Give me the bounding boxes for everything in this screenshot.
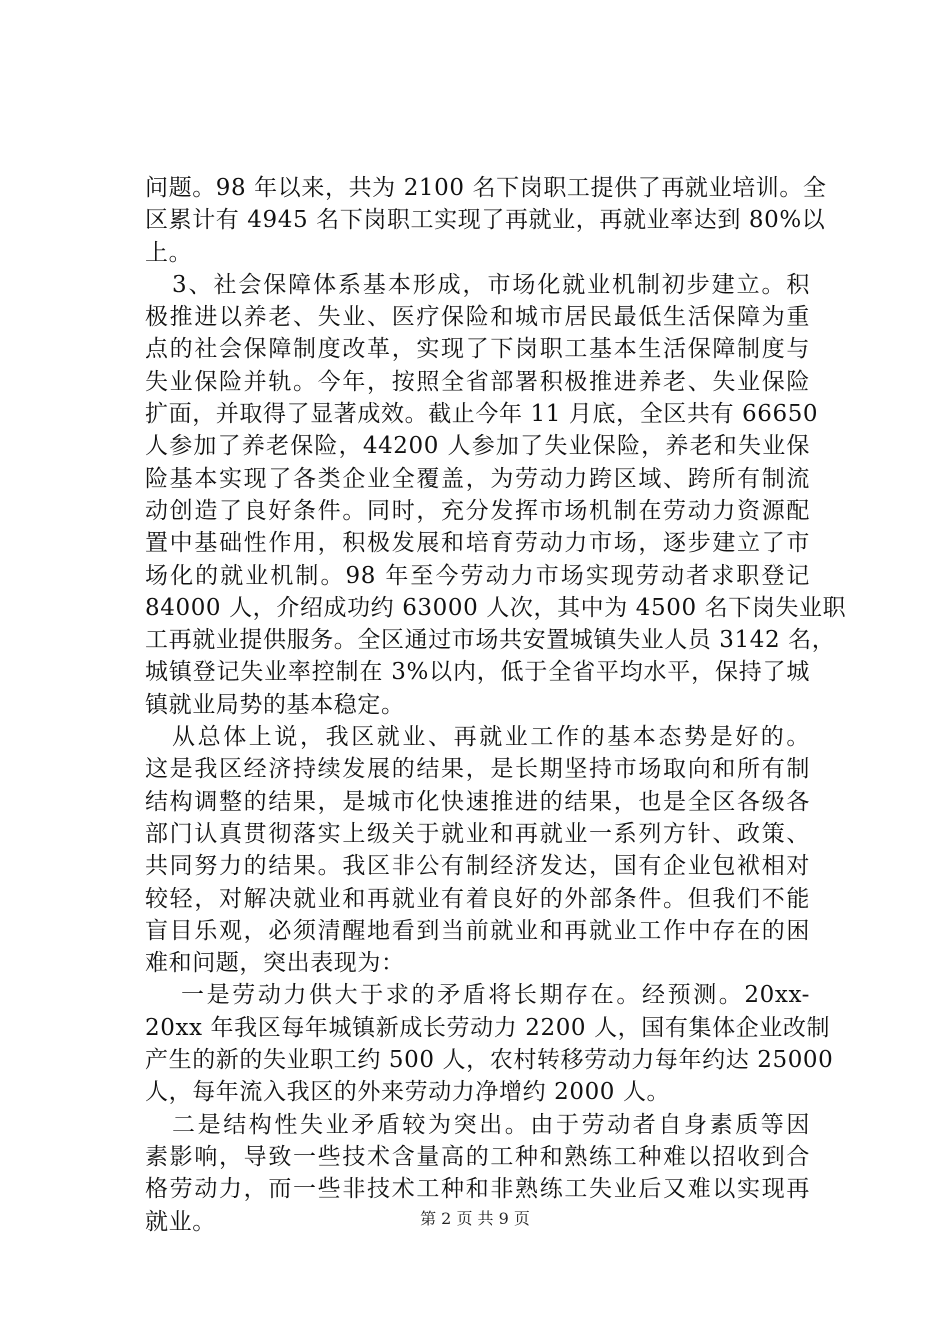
text-line: 难和问题，突出表现为： [145, 950, 405, 977]
text-line: 失业保险并轨。今年，按照全省部署积极推进养老、失业保险 [145, 368, 810, 395]
text-line: 这是我区经济持续发展的结果，是长期坚持市场取向和所有制 [145, 756, 810, 783]
document-body [145, 172, 847, 1238]
text-line: 上。 [145, 239, 193, 266]
text-line: 镇就业局势的基本稳定。 [145, 691, 405, 718]
text-line: 人参加了养老保险，44200 人参加了失业保险，养老和失业保 [145, 433, 810, 460]
text-line: 从总体上说，我区就业、再就业工作的基本态势是好的。 [172, 724, 810, 751]
text-line: 20xx 年我区每年城镇新成长劳动力 2200 人，国有集体企业改制 [145, 1014, 831, 1041]
text-line: 场化的就业机制。98 年至今劳动力市场实现劳动者求职登记 [145, 562, 810, 589]
text-line: 问题。98 年以来，共为 2100 名下岗职工提供了再就业培训。全 [145, 175, 827, 201]
page-footer: 第 2 页 共 9 页 [420, 1209, 530, 1228]
text-line: 险基本实现了各类企业全覆盖，为劳动力跨区域、跨所有制流 [145, 465, 810, 492]
text-line: 共同努力的结果。我区非公有制经济发达，国有企业包袱相对 [145, 853, 810, 880]
text-line: 极推进以养老、失业、医疗保险和城市居民最低生活保障为重 [145, 304, 810, 331]
text-line: 产生的新的失业职工约 500 人，农村转移劳动力每年约达 25000 [145, 1047, 834, 1074]
text-line: 点的社会保障制度改革，实现了下岗职工基本生活保障制度与 [145, 336, 810, 363]
text-line: 城镇登记失业率控制在 3%以内，低于全省平均水平，保持了城 [145, 659, 810, 686]
text-line: 3、社会保障体系基本形成，市场化就业机制初步建立。积 [172, 271, 810, 298]
text-line: 格劳动力，而一些非技术工种和非熟练工失业后又难以实现再 [145, 1176, 810, 1203]
text-line: 84000 人，介绍成功约 63000 人次，其中为 4500 名下岗失业职 [145, 594, 847, 621]
text-line: 区累计有 4945 名下岗职工实现了再就业，再就业率达到 80%以 [145, 207, 826, 234]
text-line: 较轻，对解决就业和再就业有着良好的外部条件。但我们不能 [145, 885, 810, 912]
text-line: 一是劳动力供大于求的矛盾将长期存在。经预测。20xx- [181, 982, 810, 1009]
text-line: 就业。 [145, 1208, 216, 1235]
text-line: 工再就业提供服务。全区通过市场共安置城镇失业人员 3142 名， [145, 627, 836, 654]
text-line: 置中基础性作用，积极发展和培育劳动力市场，逐步建立了市 [145, 530, 810, 557]
text-line: 二是结构性失业矛盾较为突出。由于劳动者自身素质等因 [172, 1111, 810, 1138]
text-line: 人，每年流入我区的外来劳动力净增约 2000 人。 [145, 1079, 671, 1106]
text-line: 扩面，并取得了显著成效。截止今年 11 月底，全区共有 66650 [145, 401, 819, 428]
text-line: 动创造了良好条件。同时，充分发挥市场机制在劳动力资源配 [145, 497, 810, 524]
text-line: 素影响，导致一些技术含量高的工种和熟练工种难以招收到合 [145, 1143, 810, 1170]
text-line: 结构调整的结果，是城市化快速推进的结果，也是全区各级各 [145, 788, 810, 815]
text-line: 盲目乐观，必须清醒地看到当前就业和再就业工作中存在的困 [145, 917, 810, 944]
text-line: 部门认真贯彻落实上级关于就业和再就业一系列方针、政策、 [145, 820, 810, 847]
